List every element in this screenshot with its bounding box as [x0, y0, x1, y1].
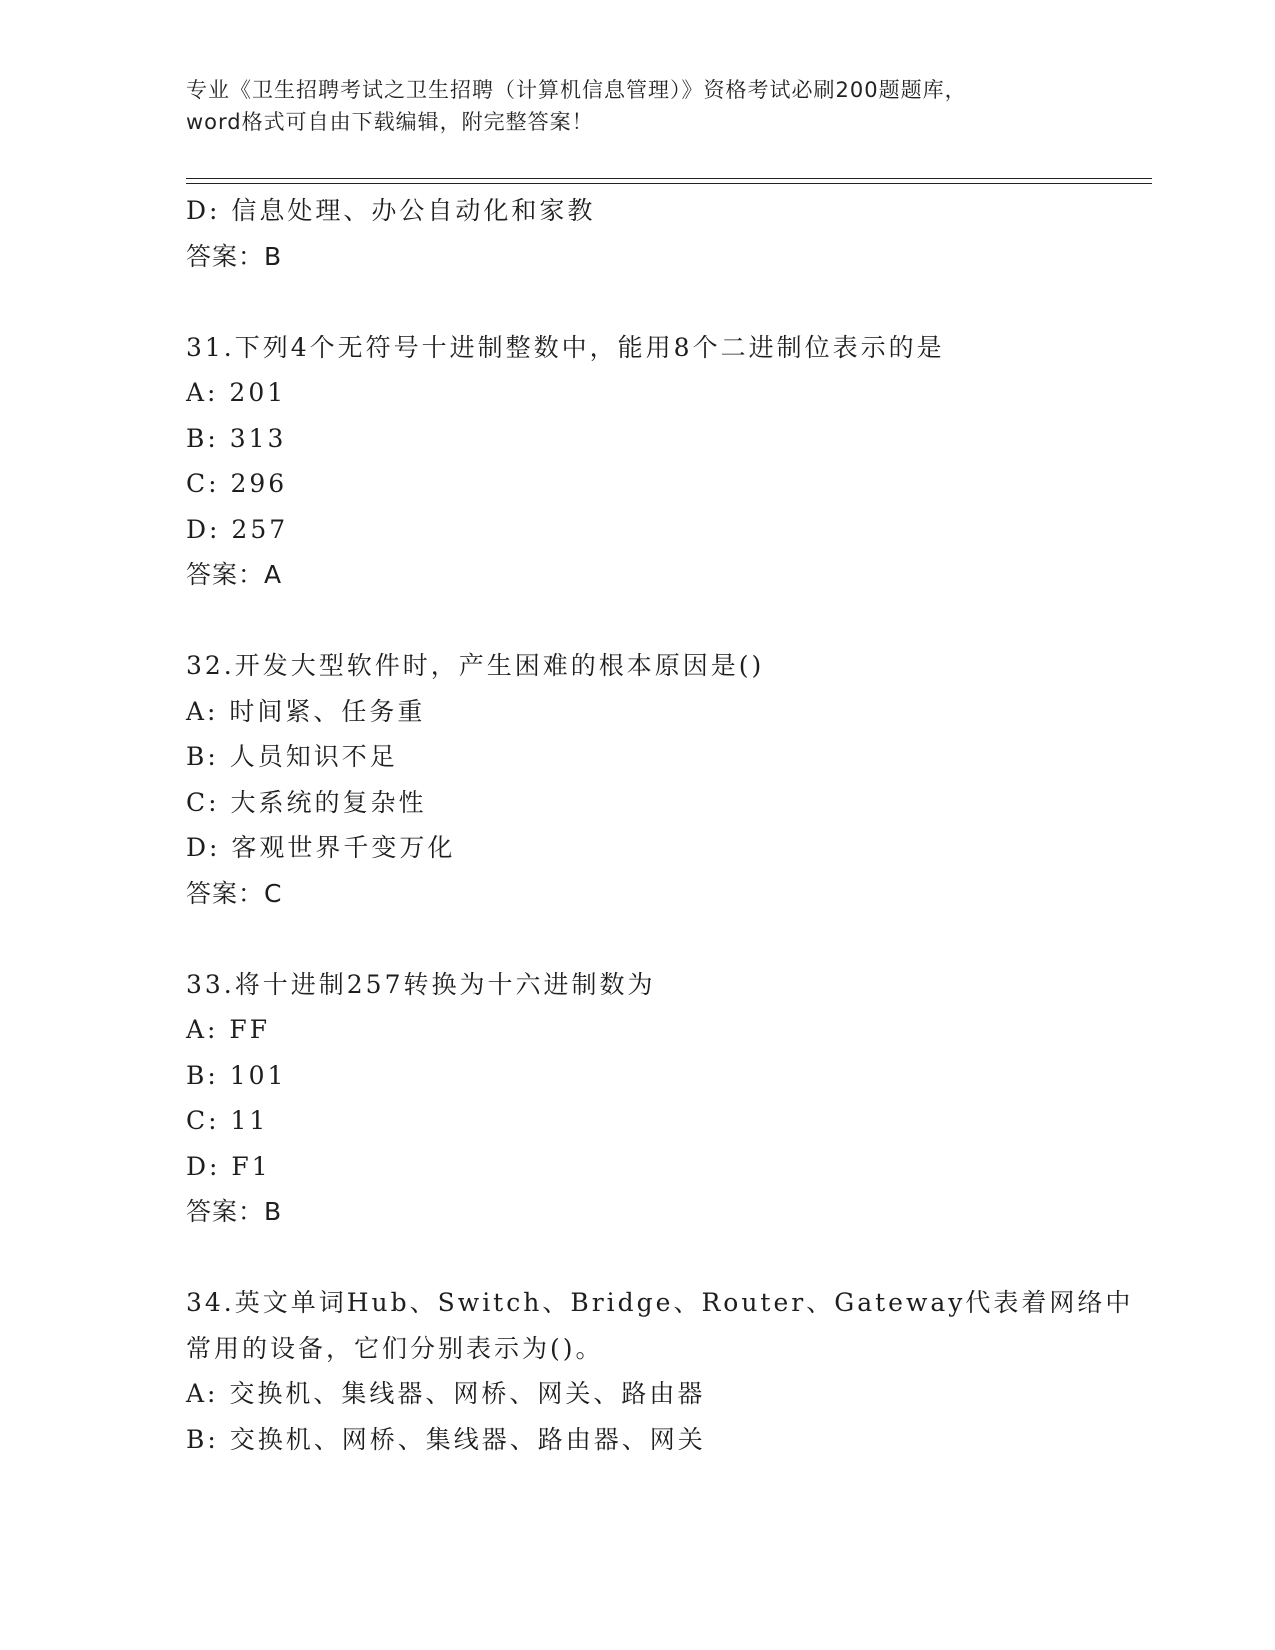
document-header	[186, 74, 1086, 138]
answer: 答案：B	[186, 1197, 283, 1226]
answer: 答案：B	[186, 241, 283, 271]
option-a: A: 201	[186, 378, 287, 407]
answer: 答案：A	[186, 560, 283, 589]
option-d: D: F1	[186, 1151, 271, 1181]
option-b: B: 交换机、网桥、集线器、路由器、网关	[186, 1424, 706, 1454]
option-d: D: 客观世界千变万化	[186, 833, 456, 862]
option-c: C: 296	[186, 469, 288, 498]
question-stem: 31.下列4个无符号十进制整数中，能用8个二进制位表示的是	[186, 332, 945, 362]
option-d: D: 257	[186, 514, 289, 544]
question-stem: 32.开发大型软件时，产生困难的根本原因是()	[186, 651, 765, 680]
answer: 答案：C	[186, 878, 283, 908]
question-stem: 34.英文单词Hub、Switch、Bridge、Router、Gateway代表着网络中	[186, 1288, 1134, 1317]
header-divider-top	[186, 178, 1152, 179]
question-31	[186, 325, 1146, 598]
option-c: C: 11	[186, 1106, 269, 1135]
option-b: B: 101	[186, 1060, 287, 1090]
option-a: A: 交换机、集线器、网桥、网关、路由器	[186, 1379, 706, 1408]
question-33	[186, 962, 1146, 1235]
option-b: B: 313	[186, 423, 287, 453]
question-32	[186, 643, 1146, 916]
question-list	[186, 188, 1146, 1462]
question-stem: 33.将十进制257转换为十六进制数为	[186, 969, 656, 999]
question-34	[186, 1280, 1146, 1462]
option-a: A: FF	[186, 1015, 271, 1044]
option-b: B: 人员知识不足	[186, 742, 398, 771]
option-a: A: 时间紧、任务重	[186, 696, 426, 726]
question-stem-continued: 常用的设备，它们分别表示为()。	[186, 1333, 604, 1363]
header-line-2: word格式可自由下载编辑，附完整答案！	[186, 110, 594, 134]
option-d: D: 信息处理、办公自动化和家教	[186, 196, 596, 225]
option-c: C: 大系统的复杂性	[186, 787, 427, 817]
header-divider-bottom	[186, 183, 1152, 184]
header-line-1: 专业《卫生招聘考试之卫生招聘（计算机信息管理）》资格考试必刷200题题库，	[186, 78, 967, 102]
